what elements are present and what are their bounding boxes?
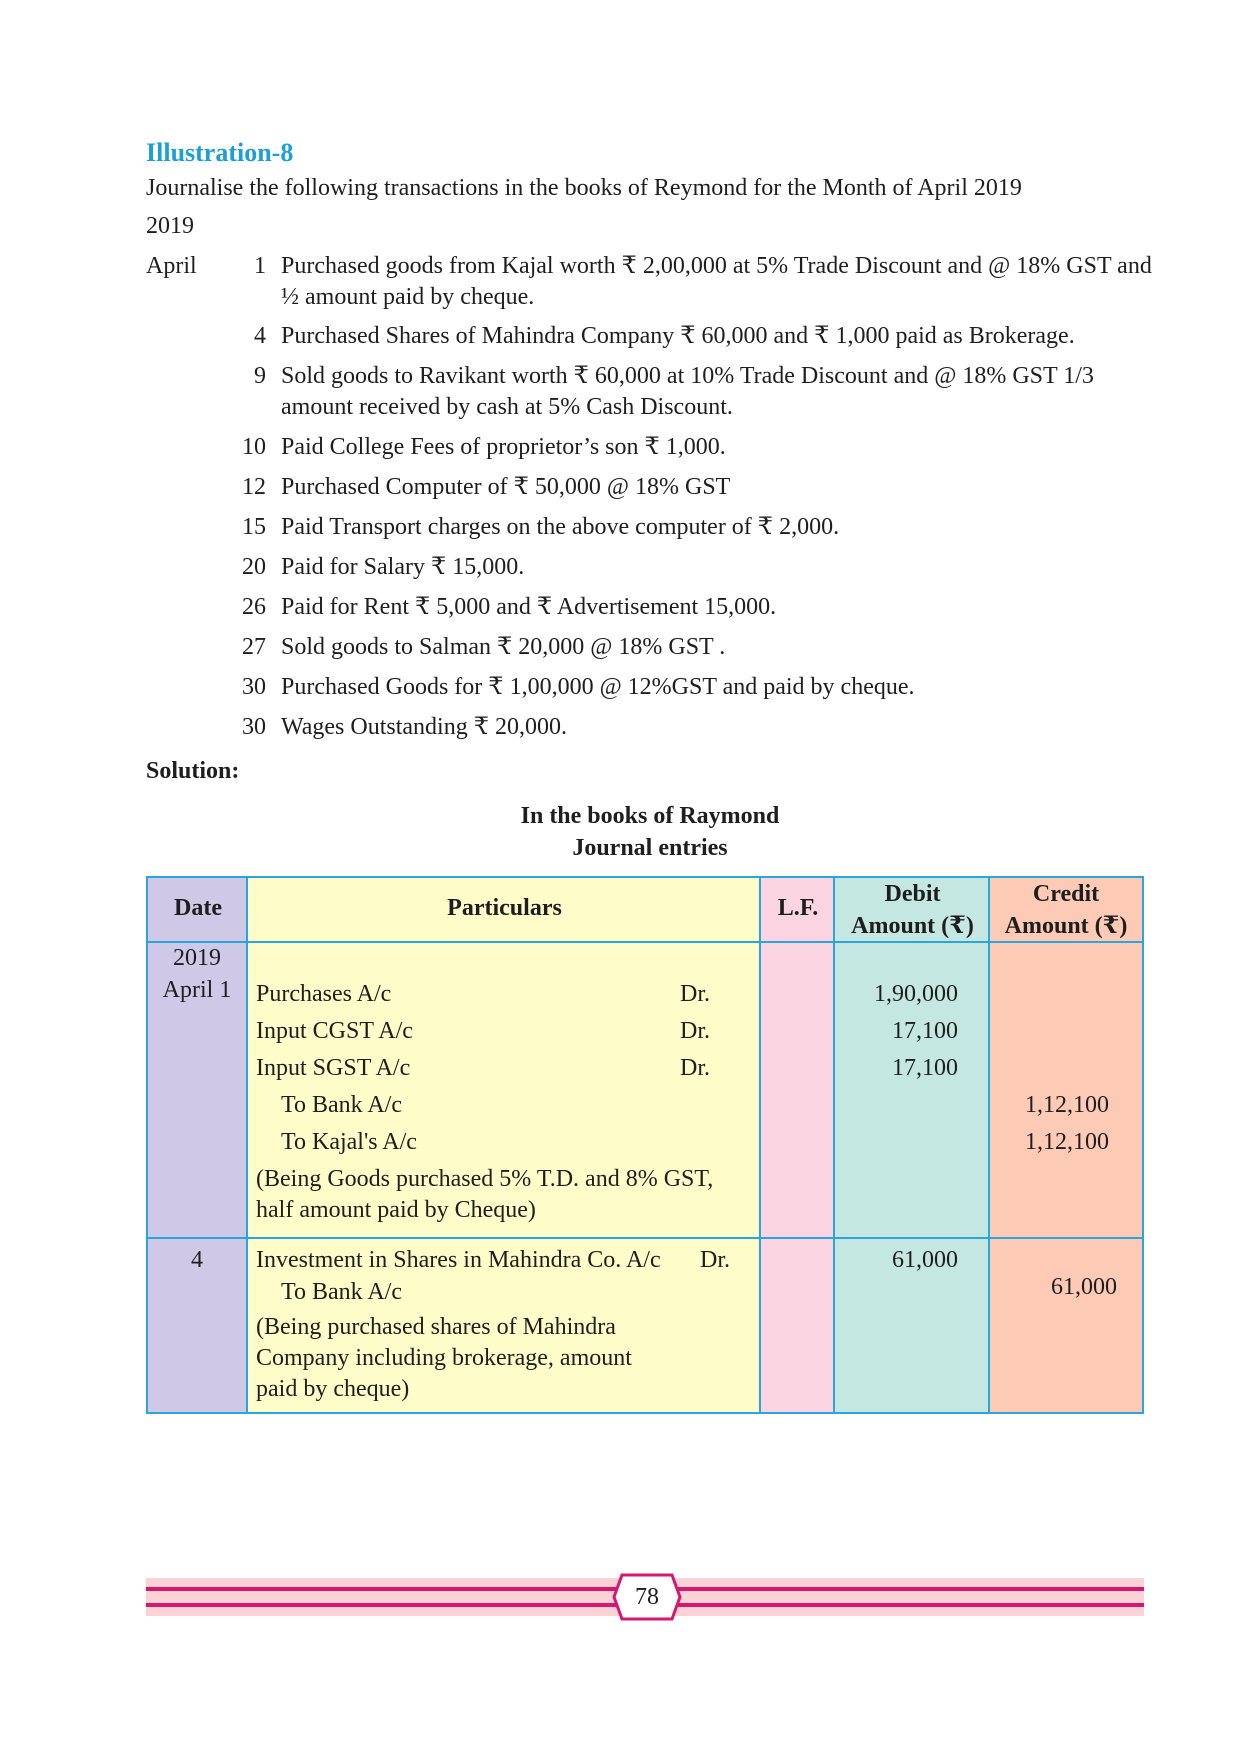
transaction-day: 1 (254, 253, 266, 279)
entry1-narration-line1: (Being Goods purchased 5% T.D. and 8% GST, (256, 1166, 714, 1192)
transaction-text: Sold goods to Ravikant worth ₹ 60,000 at 10% Trade Discount and @ 18% GST 1/3 amount received by cash at 5% Cash Discount. (281, 363, 1094, 420)
transaction-day: 27 (242, 634, 266, 660)
transaction-day: 30 (242, 674, 266, 700)
entry1-line4-text: To Bank A/c (281, 1092, 402, 1118)
entry1-line1-text: Purchases A/c (256, 981, 392, 1007)
solution-label: Solution: (146, 758, 240, 784)
entry1-line3-dr: Dr. (680, 1055, 710, 1081)
header-debit-line1: Debit (884, 881, 941, 907)
transaction-day: 26 (242, 594, 266, 620)
transaction-text: Paid for Rent ₹ 5,000 and ₹ Advertisement 15,000. (281, 594, 777, 620)
entry1-line2-debit: 17,100 (892, 1018, 958, 1044)
header-credit-line2: Amount (₹) (1004, 913, 1128, 939)
transaction-text: Paid College Fees of proprietor’s son ₹ 1,000. (281, 434, 726, 460)
entry1-line5-credit: 1,12,100 (1025, 1129, 1109, 1155)
entry2-date: 4 (191, 1247, 203, 1273)
illustration-title: Illustration-8 (146, 138, 294, 167)
header-particulars: Particulars (447, 895, 562, 921)
transaction-day: 4 (254, 323, 266, 349)
books-subtitle: Journal entries (572, 835, 728, 861)
entry1-line2-text: Input CGST A/c (256, 1018, 413, 1044)
page-number-badge (612, 1573, 682, 1621)
transaction-text: Sold goods to Salman ₹ 20,000 @ 18% GST . (281, 634, 726, 660)
transaction-day: 20 (242, 554, 266, 580)
entry2-line1-dr: Dr. (700, 1247, 730, 1273)
transaction-day: 15 (242, 514, 266, 540)
journal-table (146, 876, 1144, 1414)
transaction-text: Wages Outstanding ₹ 20,000. (281, 714, 567, 740)
entry1-narration-line2: half amount paid by Cheque) (256, 1197, 536, 1223)
header-credit (990, 878, 1142, 942)
year-label: 2019 (146, 213, 194, 239)
header-date: Date (174, 895, 222, 921)
entry1-line2-dr: Dr. (680, 1018, 710, 1044)
entry1-line1-debit: 1,90,000 (874, 981, 958, 1007)
header-debit-line2: Amount (₹) (851, 913, 974, 939)
transaction-text: Purchased Goods for ₹ 1,00,000 @ 12%GST and paid by cheque. (281, 674, 915, 700)
transaction-text: Purchased Computer of ₹ 50,000 @ 18% GST (281, 474, 731, 500)
entry2-line1-text: Investment in Shares in Mahindra Co. A/c (256, 1247, 661, 1273)
entry2-line2-text: To Bank A/c (281, 1279, 402, 1305)
header-lf: L.F. (777, 895, 819, 921)
transaction-day: 30 (242, 714, 266, 740)
transaction-text: Paid for Salary ₹ 15,000. (281, 554, 525, 580)
transaction-text: Purchased goods from Kajal worth ₹ 2,00,000 at 5% Trade Discount and @ 18% GST and ½ amount paid by cheque. (281, 253, 1152, 310)
entry2-line2-credit: 61,000 (1051, 1274, 1117, 1300)
entry1-line3-text: Input SGST A/c (256, 1055, 411, 1081)
entry1-line3-debit: 17,100 (892, 1055, 958, 1081)
entry1-date-day: April 1 (162, 977, 232, 1003)
entry1-line5-text: To Kajal's A/c (281, 1129, 417, 1155)
books-title: In the books of Raymond (520, 803, 780, 829)
entry1-line4-credit: 1,12,100 (1025, 1092, 1109, 1118)
debit-column (835, 878, 990, 1412)
transaction-day: 12 (242, 474, 266, 500)
entry2-narration-line3: paid by cheque) (256, 1376, 410, 1402)
entry2-narration-line1: (Being purchased shares of Mahindra (256, 1314, 616, 1340)
entry1-date-year: 2019 (173, 945, 221, 971)
entry2-narration-line2: Company including brokerage, amount (256, 1345, 632, 1371)
header-credit-line1: Credit (1032, 881, 1100, 907)
transaction-day: 9 (254, 363, 266, 389)
lf-column (761, 878, 835, 1412)
header-debit (835, 878, 990, 942)
transaction-text: Purchased Shares of Mahindra Company ₹ 60,000 and ₹ 1,000 paid as Brokerage. (281, 323, 1075, 349)
month-label: April (146, 253, 197, 279)
entry-divider (148, 1237, 1142, 1239)
transaction-day: 10 (242, 434, 266, 460)
entry1-line1-dr: Dr. (680, 981, 710, 1007)
question-text: Journalise the following transactions in the books of Reymond for the Month of April 2019 (146, 175, 1022, 201)
entry2-line1-debit: 61,000 (892, 1247, 958, 1273)
page-number: 78 (635, 1584, 659, 1610)
transaction-text: Paid Transport charges on the above computer of ₹ 2,000. (281, 514, 840, 540)
